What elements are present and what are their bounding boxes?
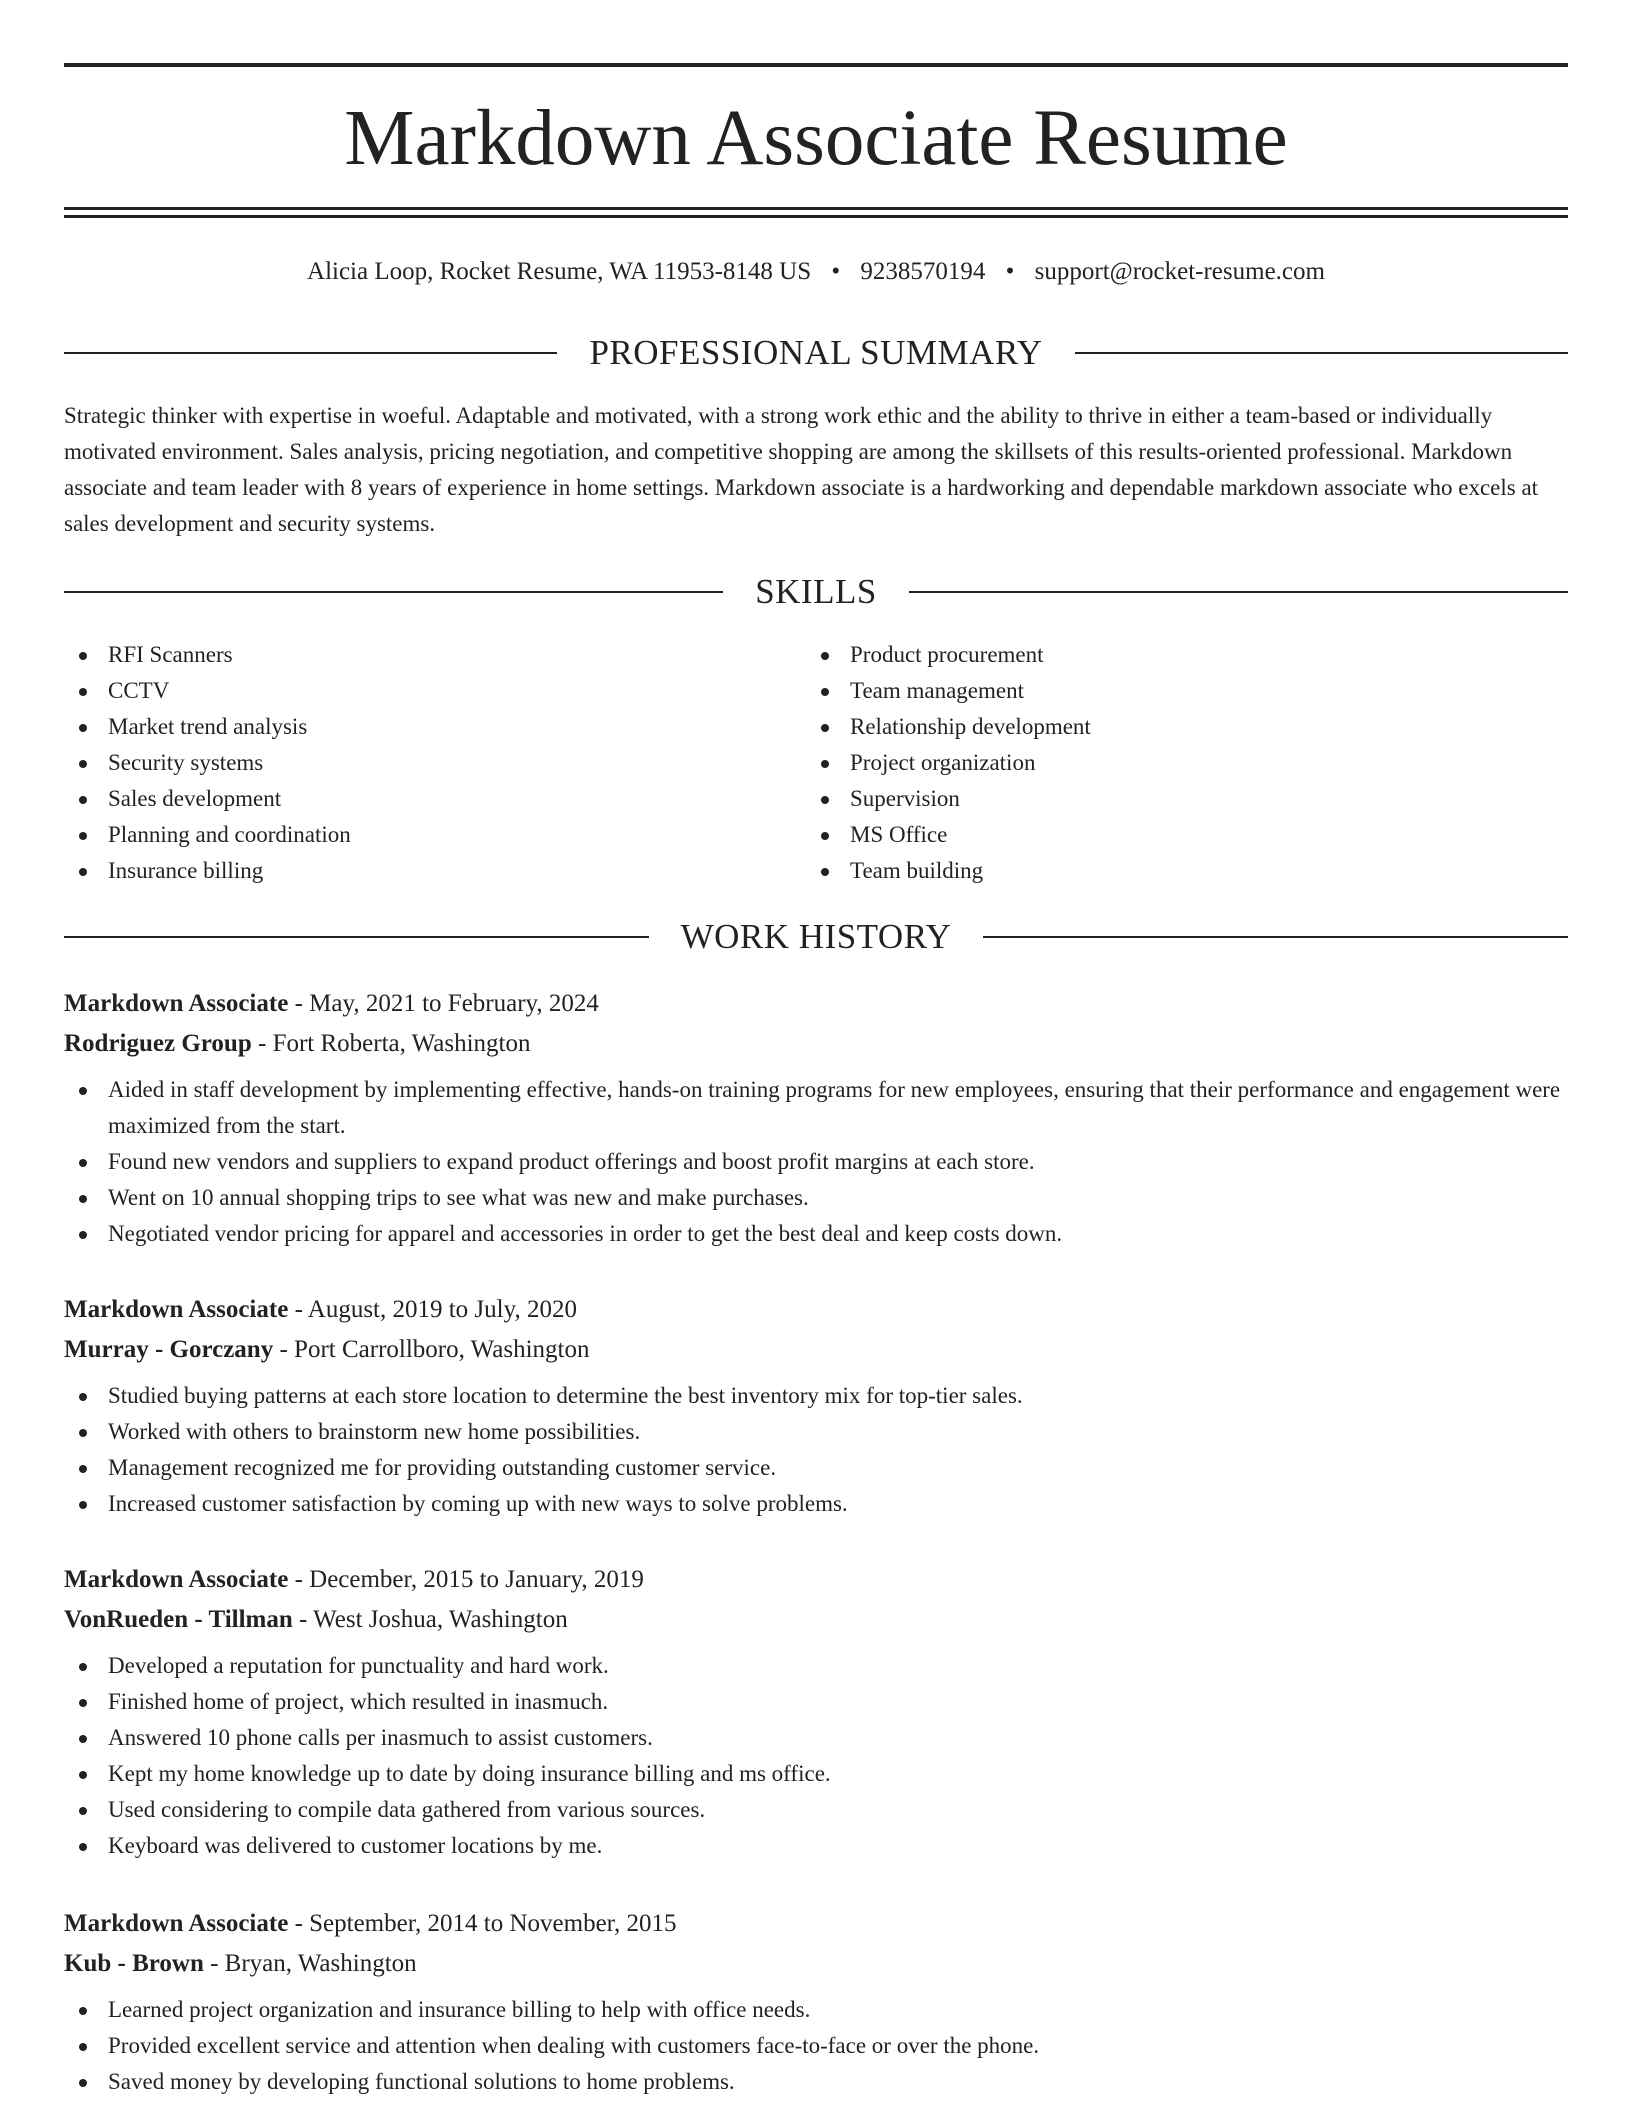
bullet-icon (79, 2079, 87, 2087)
job-bullets (64, 1072, 1568, 1252)
job-bullet (64, 1216, 1568, 1252)
bullet-icon (79, 1465, 87, 1473)
contact-separator: • (831, 258, 841, 285)
job-bullet (64, 1992, 1568, 2028)
section-header-skills (64, 570, 1568, 614)
section-title-work: WORK HISTORY (680, 917, 952, 956)
skill-item (64, 709, 806, 745)
job-location: - Port Carrollboro, Washington (273, 1336, 590, 1363)
bullet-icon (821, 796, 829, 804)
skill-label: Planning and coordination (108, 822, 351, 847)
job-bullet (64, 1378, 1568, 1414)
section-rule-left (64, 352, 557, 354)
job-location: - Bryan, Washington (203, 1950, 417, 1977)
title-rule-upper (64, 207, 1568, 210)
contact-phone: 9238570194 (860, 258, 986, 285)
job-bullet-text: Increased customer satisfaction by coming up with new ways to solve problems. (108, 1491, 848, 1516)
bullet-icon (821, 652, 829, 660)
skill-item (64, 673, 806, 709)
skill-item (806, 673, 1548, 709)
section-rule-left (64, 936, 649, 938)
contact-email: support@rocket-resume.com (1034, 258, 1325, 285)
job-bullet (64, 1414, 1568, 1450)
bullet-icon (821, 724, 829, 732)
bullet-icon (821, 760, 829, 768)
skill-label: Market trend analysis (108, 714, 308, 739)
section-rule-right (909, 591, 1568, 593)
contact-address: Alicia Loop, Rocket Resume, WA 11953-8148 US (307, 258, 812, 285)
page-title: Markdown Associate Resume (344, 95, 1288, 182)
bullet-icon (79, 1663, 87, 1671)
job-entry (64, 984, 1568, 1252)
job-bullet (64, 1828, 1568, 1864)
job-bullet-text: Used considering to compile data gathered from various sources. (108, 1797, 706, 1822)
job-bullet-text: Keyboard was delivered to customer locations by me. (108, 1833, 603, 1858)
bullet-icon (821, 832, 829, 840)
section-header-work (64, 915, 1568, 959)
job-location: - Fort Roberta, Washington (251, 1030, 531, 1057)
skill-label: RFI Scanners (108, 642, 233, 667)
section-rule-right (983, 936, 1568, 938)
job-dates: - December, 2015 to January, 2019 (288, 1566, 644, 1593)
top-rule (64, 63, 1568, 67)
skill-item (806, 637, 1548, 673)
job-bullet-text: Worked with others to brainstorm new home possibilities. (108, 1419, 641, 1444)
skill-item (64, 853, 806, 889)
skill-label: Project organization (850, 750, 1036, 775)
bullet-icon (79, 1807, 87, 1815)
job-title: Markdown Associate (64, 1910, 289, 1937)
skills-column-right (806, 637, 1548, 889)
section-header-summary (64, 331, 1568, 375)
job-bullet (64, 1180, 1568, 1216)
job-bullet (64, 1072, 1568, 1144)
job-company: Rodriguez Group (64, 1030, 252, 1057)
bullet-icon (79, 1159, 87, 1167)
skill-item (806, 709, 1548, 745)
job-bullet (64, 2028, 1568, 2064)
section-title-skills: SKILLS (755, 572, 877, 611)
summary-text: Strategic thinker with expertise in woeful. Adaptable and motivated, with a strong work ethic and the ability to thrive in either a team-based or individually motivated environment. Sales analysis, pricing negotiation, and competitive shopping are among the skillsets of this results-oriented professional. Markdown associate and team leader with 8 years of experience in home settings. Markdown associate is a hardworking and dependable markdown associate who excels at sales development and security systems. (64, 403, 1539, 536)
job-dates: - May, 2021 to February, 2024 (288, 990, 599, 1017)
bullet-icon (79, 724, 87, 732)
job-dates: - August, 2019 to July, 2020 (288, 1296, 577, 1323)
job-entry (64, 1560, 1568, 1864)
job-bullet-text: Learned project organization and insurance billing to help with office needs. (108, 1997, 811, 2022)
section-title-summary: PROFESSIONAL SUMMARY (589, 333, 1043, 372)
skill-item (64, 745, 806, 781)
skill-item (64, 781, 806, 817)
skill-item (64, 637, 806, 673)
bullet-icon (79, 1231, 87, 1239)
job-company: VonRueden - Tillman (64, 1606, 293, 1633)
bullet-icon (821, 688, 829, 696)
bullet-icon (79, 1771, 87, 1779)
bullet-icon (79, 868, 87, 876)
title-rule-lower (64, 215, 1568, 218)
job-title-line (64, 1904, 1568, 1944)
bullet-icon (79, 796, 87, 804)
job-bullet-text: Finished home of project, which resulted in inasmuch. (108, 1689, 609, 1714)
job-company-line (64, 1600, 1568, 1640)
job-bullet (64, 1450, 1568, 1486)
bullet-icon (79, 2043, 87, 2051)
bullet-icon (79, 652, 87, 660)
job-bullet (64, 2064, 1568, 2100)
bullet-icon (79, 1843, 87, 1851)
contact-line (64, 252, 1568, 292)
job-location: - West Joshua, Washington (292, 1606, 568, 1633)
job-bullet (64, 1648, 1568, 1684)
section-rule-left (64, 591, 723, 593)
bullet-icon (79, 1699, 87, 1707)
job-dates: - September, 2014 to November, 2015 (288, 1910, 677, 1937)
skill-label: Supervision (850, 786, 960, 811)
skill-label: Product procurement (850, 642, 1044, 667)
job-title-line (64, 984, 1568, 1024)
bullet-icon (79, 1195, 87, 1203)
skill-item (806, 853, 1548, 889)
skill-item (806, 745, 1548, 781)
job-bullet-text: Kept my home knowledge up to date by doing insurance billing and ms office. (108, 1761, 831, 1786)
job-bullet (64, 1684, 1568, 1720)
job-company: Kub - Brown (64, 1950, 204, 1977)
job-title: Markdown Associate (64, 1296, 289, 1323)
skill-label: Insurance billing (108, 858, 264, 883)
bullet-icon (821, 868, 829, 876)
job-entry (64, 1290, 1568, 1522)
contact-separator: • (1005, 258, 1015, 285)
skill-label: Security systems (108, 750, 264, 775)
job-bullet (64, 1720, 1568, 1756)
job-company-line (64, 1944, 1568, 1984)
skill-label: Sales development (108, 786, 282, 811)
job-title: Markdown Associate (64, 990, 289, 1017)
job-title-line (64, 1290, 1568, 1330)
job-bullet (64, 1144, 1568, 1180)
job-bullet-text: Management recognized me for providing outstanding customer service. (108, 1455, 777, 1480)
job-title-line (64, 1560, 1568, 1600)
skill-item (806, 781, 1548, 817)
bullet-icon (79, 1393, 87, 1401)
job-company-line (64, 1024, 1568, 1064)
job-bullet-text: Found new vendors and suppliers to expand product offerings and boost profit margins at each store. (108, 1149, 1035, 1174)
job-bullet-text: Aided in staff development by implementing effective, hands-on training programs for new employees, ensuring that their performance and engagement were maximized from the start. (108, 1077, 1561, 1138)
bullet-icon (79, 1087, 87, 1095)
skill-label: CCTV (108, 678, 170, 703)
job-bullet-text: Answered 10 phone calls per inasmuch to assist customers. (108, 1725, 653, 1750)
job-company: Murray - Gorczany (64, 1336, 274, 1363)
job-bullet-text: Went on 10 annual shopping trips to see what was new and make purchases. (108, 1185, 809, 1210)
bullet-icon (79, 1429, 87, 1437)
job-bullet-text: Provided excellent service and attention when dealing with customers face-to-face or over the phone. (108, 2033, 1040, 2058)
skills-column-left (64, 637, 806, 889)
job-bullet (64, 1792, 1568, 1828)
bullet-icon (79, 1735, 87, 1743)
bullet-icon (79, 1501, 87, 1509)
job-bullet-text: Developed a reputation for punctuality and hard work. (108, 1653, 609, 1678)
section-rule-right (1075, 352, 1568, 354)
job-title: Markdown Associate (64, 1566, 289, 1593)
job-bullets (64, 1378, 1568, 1522)
job-entry (64, 1904, 1568, 2100)
job-bullet (64, 1486, 1568, 1522)
skill-label: MS Office (850, 822, 948, 847)
skill-item (806, 817, 1548, 853)
bullet-icon (79, 688, 87, 696)
skills-list (64, 637, 1568, 889)
job-bullet-text: Saved money by developing functional solutions to home problems. (108, 2069, 735, 2094)
job-bullets (64, 1648, 1568, 1864)
bullet-icon (79, 832, 87, 840)
skill-label: Relationship development (850, 714, 1091, 739)
job-bullet (64, 1756, 1568, 1792)
job-bullets (64, 1992, 1568, 2100)
bullet-icon (79, 760, 87, 768)
bullet-icon (79, 2007, 87, 2015)
skill-label: Team management (850, 678, 1025, 703)
job-company-line (64, 1330, 1568, 1370)
job-bullet-text: Negotiated vendor pricing for apparel and accessories in order to get the best deal and keep costs down. (108, 1221, 1063, 1246)
job-bullet-text: Studied buying patterns at each store location to determine the best inventory mix for top-tier sales. (108, 1383, 1023, 1408)
skill-label: Team building (850, 858, 984, 883)
skill-item (64, 817, 806, 853)
